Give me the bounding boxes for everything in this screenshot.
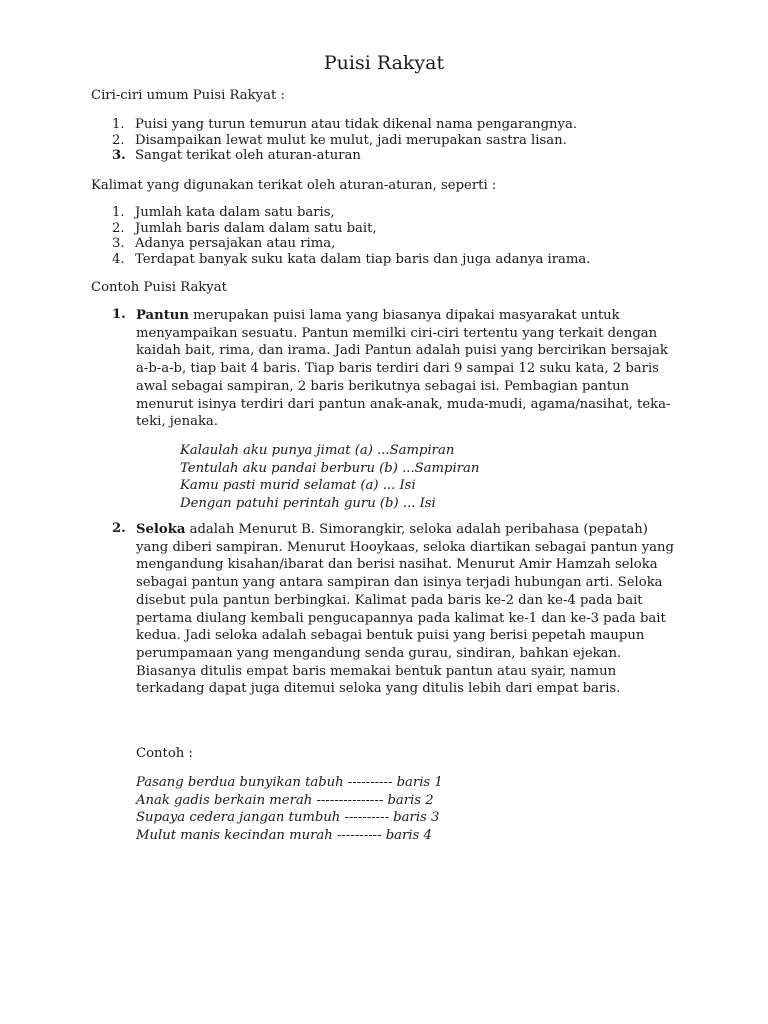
seloka-term: Seloka bbox=[136, 522, 186, 537]
pantun-poem bbox=[180, 442, 479, 512]
list-number: 2. bbox=[112, 521, 126, 536]
page-title: Puisi Rakyat bbox=[323, 52, 445, 74]
list-number: 1. bbox=[112, 307, 126, 322]
list-number: 3. bbox=[112, 236, 125, 252]
poem-line: Anak gadis berkain merah --------------- baris 2 bbox=[136, 792, 434, 808]
list-text: Jumlah baris dalam dalam satu bait, bbox=[135, 220, 377, 236]
list-item bbox=[112, 117, 577, 133]
poem-line: Mulut manis kecindan murah ---------- baris 4 bbox=[136, 827, 432, 843]
list-text: Sangat terikat oleh aturan-aturan bbox=[135, 148, 361, 164]
section-heading-contoh: Contoh Puisi Rakyat bbox=[91, 280, 227, 295]
aturan-list bbox=[112, 205, 590, 267]
seloka-poem bbox=[136, 774, 443, 844]
seloka-description bbox=[136, 521, 681, 698]
list-text: Jumlah kata dalam satu baris, bbox=[135, 205, 335, 220]
section-heading-ciri-ciri bbox=[91, 87, 285, 104]
list-item bbox=[112, 252, 590, 268]
list-number: 1. bbox=[112, 205, 125, 220]
list-text: Adanya persajakan atau rima, bbox=[135, 236, 336, 252]
list-item bbox=[112, 221, 590, 237]
list-number: 4. bbox=[112, 251, 125, 267]
poem-line: Pasang berdua bunyikan tabuh ---------- baris 1 bbox=[136, 775, 443, 790]
poem-line: Kamu pasti murid selamat (a) ... Isi bbox=[180, 478, 416, 494]
list-item bbox=[112, 236, 590, 252]
poem-line: Kalaulah aku punya jimat (a) ...Sampiran bbox=[180, 443, 455, 458]
aturan-intro: Kalimat yang digunakan terikat oleh aturan-aturan, seperti : bbox=[91, 178, 497, 193]
section-heading-colon: : bbox=[276, 88, 285, 103]
contoh-label: Contoh : bbox=[136, 746, 193, 761]
pantun-description bbox=[136, 307, 681, 431]
list-number: 2. bbox=[112, 220, 125, 236]
list-text: Puisi yang turun temurun atau tidak dikenal nama pengarangnya. bbox=[135, 117, 578, 132]
list-number: 2. bbox=[112, 132, 125, 148]
seloka-text: adalah Menurut B. Simorangkir, seloka adalah peribahasa (pepatah) yang diberi sampiran. Menurut Hooykaas, seloka diartikan sebagai pantun yang mengandung kisahan/ibarat dan berisi nasihat. Menurut Amir Hamzah seloka sebagai pantun yang antara sampiran dan isinya terjadi hubungan arti. Seloka disebut pula pantun berbingkai. Kalimat pada baris ke-2 dan ke-4 pada bait pertama diulang kembali pengucapannya pada kalimat ke-1 dan ke-3 pada bait kedua. Jadi seloka adalah sebagai bentuk puisi yang berisi pepetah maupun perumpamaan yang mengandung senda gurau, sindiran, bahkan ejekan. Biasanya ditulis empat baris memakai bentuk pantun atau syair, namun terkadang dapat juga ditemui seloka yang ditulis lebih dari empat baris. bbox=[136, 522, 674, 697]
list-number: 1. bbox=[112, 117, 125, 132]
poem-line: Tentulah aku pandai berburu (b) ...Sampiran bbox=[180, 460, 480, 476]
list-item bbox=[112, 205, 590, 221]
list-item bbox=[112, 133, 577, 149]
poem-line: Supaya cedera jangan tumbuh ---------- baris 3 bbox=[136, 810, 440, 826]
list-text: Disampaikan lewat mulut ke mulut, jadi merupakan sastra lisan. bbox=[135, 132, 567, 148]
list-item bbox=[112, 148, 577, 164]
ciri-ciri-list bbox=[112, 117, 577, 164]
section-heading-text: Ciri-ciri umum Puisi Rakyat bbox=[91, 88, 277, 103]
list-text: Terdapat banyak suku kata dalam tiap baris dan juga adanya irama. bbox=[135, 251, 591, 267]
list-number: 3. bbox=[112, 148, 126, 164]
pantun-term: Pantun bbox=[136, 308, 189, 323]
pantun-text: merupakan puisi lama yang biasanya dipakai masyarakat untuk menyampaikan sesuatu. Pantun memilki ciri-ciri tertentu yang terkait dengan kaidah bait, rima, dan irama. Jadi Pantun adalah puisi yang bercirikan bersajak a-b-a-b, tiap bait 4 baris. Tiap baris terdiri dari 9 sampai 12 suku kata, 2 baris awal sebagai sampiran, 2 baris berikutnya sebagai isi. Pembagian pantun menurut isinya terdiri dari pantun anak-anak, muda-mudi, agama/nasihat, teka-teki, jenaka. bbox=[136, 308, 671, 430]
poem-line: Dengan patuhi perintah guru (b) ... Isi bbox=[180, 495, 436, 511]
